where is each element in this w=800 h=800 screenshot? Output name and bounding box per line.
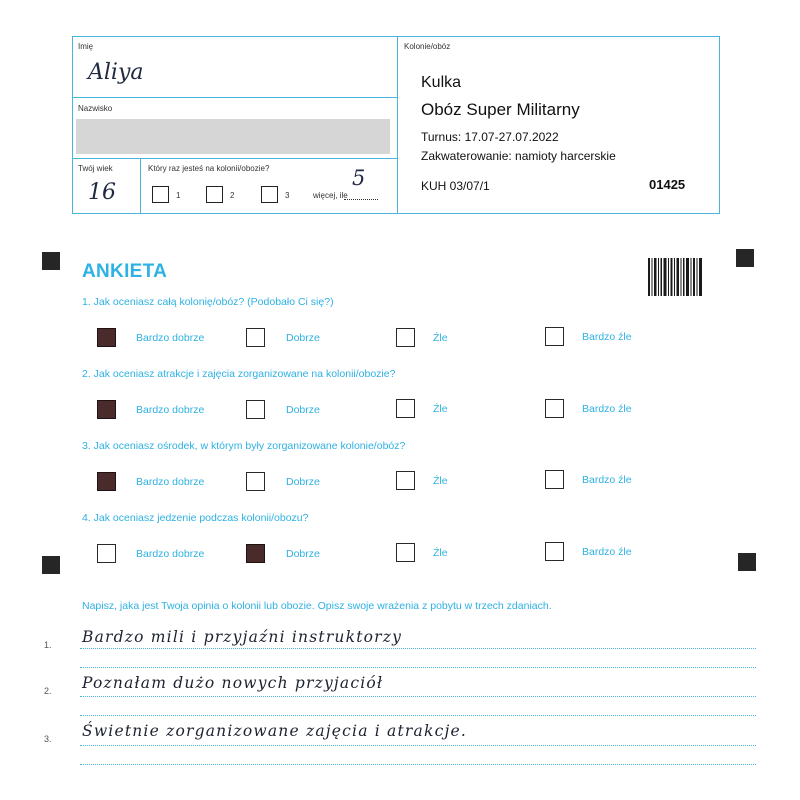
q2-option-dobrze-checkbox[interactable] [246,400,265,419]
q4-option-dobrze-checkbox[interactable] [246,544,265,563]
q2-option-bardzo-dobrze-checkbox[interactable] [97,400,116,419]
times-option-label: 1 [176,191,181,200]
times-more-value[interactable]: 5 [352,166,366,190]
option-label: Źle [433,475,448,487]
option-label: Dobrze [286,404,320,416]
name-label: Imię [78,42,94,51]
registration-marker [738,553,756,571]
form-number: 01425 [649,177,686,192]
line-number: 1. [44,640,52,650]
q1-option-bardzo-zle-checkbox[interactable] [545,327,564,346]
turnus: Turnus: 17.07-27.07.2022 [421,130,559,144]
option-label: Bardzo źle [582,403,632,415]
header-divider [397,36,398,214]
option-label: Źle [433,332,448,344]
q4-option-bardzo-zle-checkbox[interactable] [545,542,564,561]
times-checkbox-3[interactable] [261,186,278,203]
option-label: Bardzo źle [582,546,632,558]
option-label: Bardzo dobrze [136,404,205,416]
question-4: 4. Jak oceniasz jedzenie podczas kolonii/obozu? [82,512,309,524]
times-more-label: więcej, ile [313,191,348,200]
camp-code: KUH 03/07/1 [421,179,490,193]
writing-line [80,648,756,649]
times-checkbox-1[interactable] [152,186,169,203]
option-label: Źle [433,547,448,559]
header-divider [72,97,397,98]
camp-company: Kulka [421,74,462,91]
q4-option-zle-checkbox[interactable] [396,543,415,562]
surname-redacted-field[interactable] [76,119,390,154]
option-label: Bardzo dobrze [136,476,205,488]
surname-label: Nazwisko [78,104,113,113]
writing-line [80,715,756,716]
line-number: 3. [44,734,52,744]
q4-option-bardzo-dobrze-checkbox[interactable] [97,544,116,563]
registration-marker [42,252,60,270]
accommodation: Zakwaterowanie: namioty harcerskie [421,149,616,163]
line-number: 2. [44,686,52,696]
option-label: Dobrze [286,476,320,488]
registration-marker [42,556,60,574]
writing-line [80,764,756,765]
q1-option-bardzo-dobrze-checkbox[interactable] [97,328,116,347]
q2-option-zle-checkbox[interactable] [396,399,415,418]
q3-option-zle-checkbox[interactable] [396,471,415,490]
option-label: Dobrze [286,332,320,344]
writing-line [80,696,756,697]
barcode-icon [648,258,702,296]
q3-option-bardzo-zle-checkbox[interactable] [545,470,564,489]
q3-option-bardzo-dobrze-checkbox[interactable] [97,472,116,491]
question-2: 2. Jak oceniasz atrakcje i zajęcia zorganizowane na kolonii/obozie? [82,368,396,380]
times-option-label: 2 [230,191,235,200]
writing-line [80,745,756,746]
age-label: Twój wiek [78,164,113,173]
q3-option-dobrze-checkbox[interactable] [246,472,265,491]
times-more-line [344,199,378,200]
option-label: Bardzo dobrze [136,548,205,560]
header-divider [140,158,141,214]
survey-title: ANKIETA [82,261,168,282]
option-label: Dobrze [286,548,320,560]
opinion-prompt: Napisz, jaka jest Twoja opinia o kolonii lub obozie. Opisz swoje wrażenia z pobytu w trzech zdaniach. [82,600,552,612]
option-label: Bardzo źle [582,331,632,343]
name-value[interactable]: Aliya [88,60,144,85]
registration-marker [736,249,754,267]
opinion-answer-1[interactable]: Bardzo mili i przyjaźni instruktorzy [82,628,403,646]
camp-name: Obóz Super Militarny [421,100,580,119]
q1-option-zle-checkbox[interactable] [396,328,415,347]
q1-option-dobrze-checkbox[interactable] [246,328,265,347]
header-divider [72,158,397,159]
opinion-answer-3[interactable]: Świetnie zorganizowane zajęcia i atrakcje. [82,722,467,740]
option-label: Bardzo źle [582,474,632,486]
age-value[interactable]: 16 [88,180,116,205]
times-checkbox-2[interactable] [206,186,223,203]
option-label: Źle [433,403,448,415]
option-label: Bardzo dobrze [136,332,205,344]
times-option-label: 3 [285,191,290,200]
q2-option-bardzo-zle-checkbox[interactable] [545,399,564,418]
question-3: 3. Jak oceniasz ośrodek, w którym były zorganizowane kolonie/obóz? [82,440,406,452]
opinion-answer-2[interactable]: Poznałam dużo nowych przyjaciół [82,674,384,692]
times-label: Który raz jesteś na kolonii/obozie? [148,164,270,173]
camp-label: Kolonie/obóz [404,42,451,51]
question-1: 1. Jak oceniasz całą kolonię/obóz? (Podobało Ci się?) [82,296,334,308]
writing-line [80,667,756,668]
